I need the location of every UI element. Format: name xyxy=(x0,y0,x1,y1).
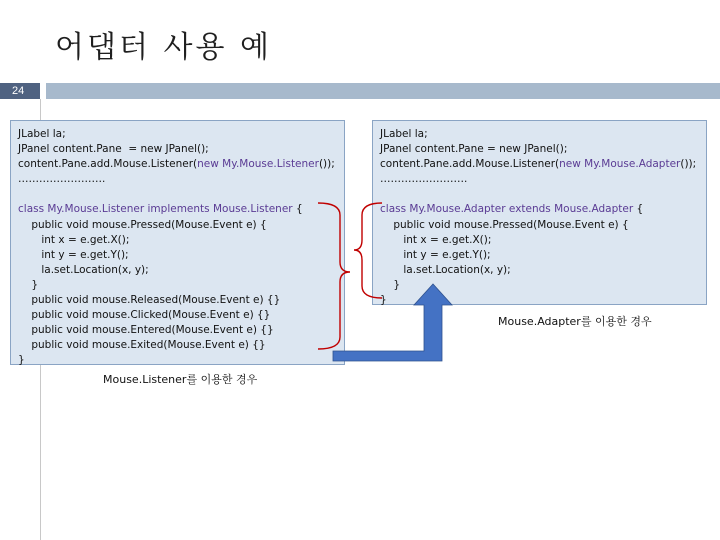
code-line: JPanel content.Pane = new JPanel(); xyxy=(380,143,568,156)
code-line: int y = e.get.Y(); xyxy=(380,248,491,261)
page-number: 24 xyxy=(0,83,40,99)
code-line: int x = e.get.X(); xyxy=(18,233,130,246)
class-declaration: class My.Mouse.Adapter extends Mouse.Adapter xyxy=(380,203,634,216)
code-line: } xyxy=(380,294,387,307)
code-line: public void mouse.Pressed(Mouse.Event e) { xyxy=(380,218,629,231)
slide-title: 어댑터 사용 예 xyxy=(55,30,272,65)
code-highlight: new My.Mouse.Adapter xyxy=(559,158,681,171)
code-line: public void mouse.Pressed(Mouse.Event e) { xyxy=(18,218,267,231)
code-line: } xyxy=(18,278,39,291)
class-declaration: class My.Mouse.Listener implements Mouse.Listener xyxy=(18,203,293,216)
code-highlight: new My.Mouse.Listener xyxy=(197,158,319,171)
code-line: JLabel la; xyxy=(18,128,66,140)
code-line: public void mouse.Entered(Mouse.Event e) {} xyxy=(18,324,274,337)
code-line-suffix: { xyxy=(292,203,303,216)
code-line: JLabel la; xyxy=(380,128,428,140)
right-brace-icon xyxy=(354,203,382,298)
adapter-caption: Mouse.Adapter를 이용한 경우 xyxy=(498,315,652,328)
code-line: } xyxy=(380,278,401,291)
code-line-prefix: content.Pane.add.Mouse.Listener( xyxy=(380,158,560,171)
code-line: la.set.Location(x, y); xyxy=(380,263,511,276)
arrow-icon xyxy=(333,284,452,361)
code-line-suffix: ()); xyxy=(680,158,697,171)
ellipsis-dots: ……………………. xyxy=(18,173,106,186)
left-brace-icon xyxy=(318,203,350,349)
code-line: int x = e.get.X(); xyxy=(380,233,492,246)
code-line: int y = e.get.Y(); xyxy=(18,248,129,261)
code-line-suffix: { xyxy=(633,203,644,216)
listener-caption: Mouse.Listener를 이용한 경우 xyxy=(103,373,258,386)
code-line: public void mouse.Exited(Mouse.Event e) {} xyxy=(18,339,266,352)
code-line-prefix: content.Pane.add.Mouse.Listener( xyxy=(18,158,198,171)
code-line: } xyxy=(18,354,25,367)
code-line: public void mouse.Clicked(Mouse.Event e) {} xyxy=(18,309,271,322)
ellipsis-dots: ……………………. xyxy=(380,173,468,186)
code-line-suffix: ()); xyxy=(318,158,335,171)
code-line: JPanel content.Pane = new JPanel(); xyxy=(18,143,209,156)
code-line: la.set.Location(x, y); xyxy=(18,263,149,276)
code-line: public void mouse.Released(Mouse.Event e) {} xyxy=(18,294,281,307)
